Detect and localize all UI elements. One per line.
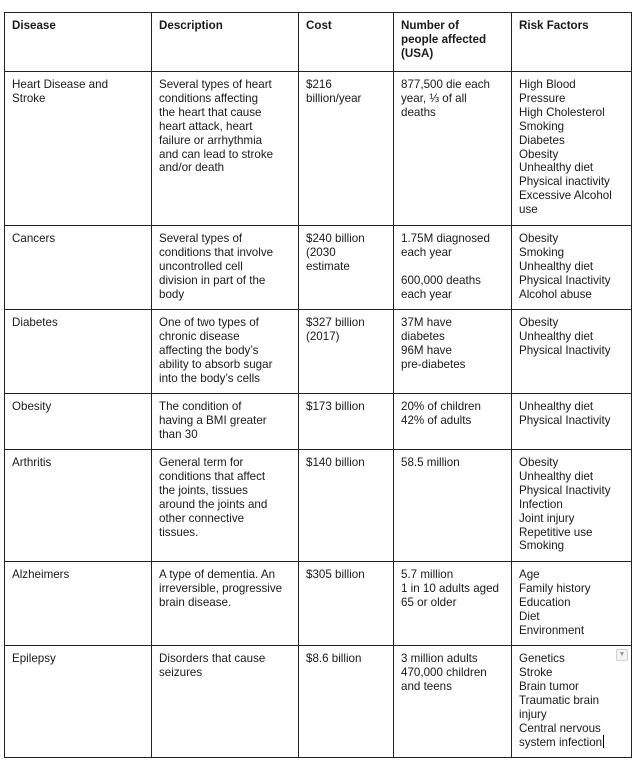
header-risk-factors[interactable]: Risk Factors xyxy=(512,13,632,72)
cell-affected[interactable]: 58.5 million xyxy=(394,450,512,562)
disease-table xyxy=(4,12,632,758)
cell-risk-factors[interactable]: Obesity Unhealthy diet Physical Inactivity Infection Joint injury Repetitive use Smoking xyxy=(512,450,632,562)
table-row xyxy=(5,562,632,646)
cell-affected[interactable]: 5.7 million 1 in 10 adults aged 65 or older xyxy=(394,562,512,646)
cell-disease[interactable]: Epilepsy xyxy=(5,646,152,758)
cell-affected[interactable]: 1.75M diagnosed each year 600,000 deaths each year xyxy=(394,226,512,310)
cell-risk-factors[interactable] xyxy=(512,646,632,758)
cell-risk-factors-text: Genetics Stroke Brain tumor Traumatic brain injury Central nervous system infection xyxy=(519,652,603,750)
cell-disease[interactable]: Diabetes xyxy=(5,310,152,394)
header-disease[interactable]: Disease xyxy=(5,13,152,72)
cell-risk-factors[interactable]: Obesity Unhealthy diet Physical Inactivity xyxy=(512,310,632,394)
header-row xyxy=(5,13,632,72)
header-description[interactable]: Description xyxy=(152,13,299,72)
cell-risk-factors[interactable]: Unhealthy diet Physical Inactivity xyxy=(512,394,632,450)
header-people-affected[interactable]: Number of people affected (USA) xyxy=(394,13,512,72)
cell-description[interactable]: General term for conditions that affect the joints, tissues around the joints and other connective tissues. xyxy=(152,450,299,562)
table-row xyxy=(5,394,632,450)
cell-cost[interactable]: $327 billion (2017) xyxy=(299,310,394,394)
cell-risk-factors[interactable]: Obesity Smoking Unhealthy diet Physical Inactivity Alcohol abuse xyxy=(512,226,632,310)
cell-affected[interactable]: 20% of children 42% of adults xyxy=(394,394,512,450)
cell-risk-factors[interactable]: High Blood Pressure High Cholesterol Smoking Diabetes Obesity Unhealthy diet Physical inactivity Excessive Alcohol use xyxy=(512,72,632,226)
cell-cost[interactable]: $140 billion xyxy=(299,450,394,562)
text-cursor xyxy=(603,735,604,748)
cell-description[interactable]: Several types of heart conditions affecting the heart that cause heart attack, heart failure or arrhythmia and can lead to stroke and/or death xyxy=(152,72,299,226)
table-row xyxy=(5,646,632,758)
cell-disease[interactable]: Alzheimers xyxy=(5,562,152,646)
table-row xyxy=(5,226,632,310)
cell-description[interactable]: The condition of having a BMI greater than 30 xyxy=(152,394,299,450)
cell-risk-factors[interactable]: Age Family history Education Diet Environment xyxy=(512,562,632,646)
cell-cost[interactable]: $8.6 billion xyxy=(299,646,394,758)
cell-disease[interactable]: Heart Disease and Stroke xyxy=(5,72,152,226)
cell-affected[interactable]: 37M have diabetes 96M have pre-diabetes xyxy=(394,310,512,394)
cell-description[interactable]: One of two types of chronic disease affecting the body’s ability to absorb sugar into the body’s cells xyxy=(152,310,299,394)
cell-cost[interactable]: $173 billion xyxy=(299,394,394,450)
cell-affected[interactable]: 877,500 die each year, ⅓ of all deaths xyxy=(394,72,512,226)
cell-cost[interactable]: $216 billion/year xyxy=(299,72,394,226)
cell-disease[interactable]: Arthritis xyxy=(5,450,152,562)
table-row xyxy=(5,450,632,562)
header-cost[interactable]: Cost xyxy=(299,13,394,72)
cell-menu-chevron-icon[interactable]: ▼ xyxy=(616,649,628,661)
cell-description[interactable]: Disorders that cause seizures xyxy=(152,646,299,758)
cell-cost[interactable]: $305 billion xyxy=(299,562,394,646)
cell-disease[interactable]: Obesity xyxy=(5,394,152,450)
cell-description[interactable]: A type of dementia. An irreversible, progressive brain disease. xyxy=(152,562,299,646)
cell-description[interactable]: Several types of conditions that involve uncontrolled cell division in part of the body xyxy=(152,226,299,310)
cell-cost[interactable]: $240 billion (2030 estimate xyxy=(299,226,394,310)
cell-disease[interactable]: Cancers xyxy=(5,226,152,310)
table-row xyxy=(5,310,632,394)
table-row xyxy=(5,72,632,226)
cell-affected[interactable]: 3 million adults 470,000 children and teens xyxy=(394,646,512,758)
